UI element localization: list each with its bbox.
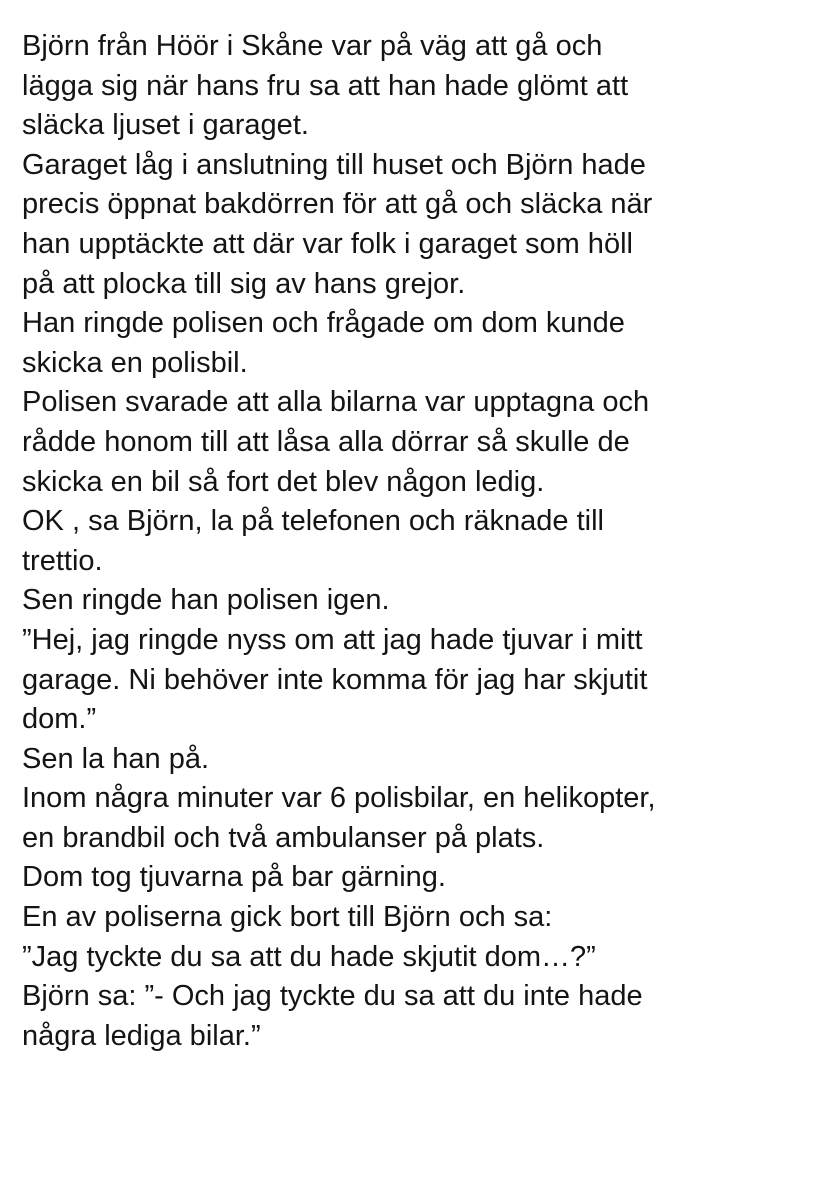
text-line: Sen la han på. (22, 742, 210, 775)
story-text (22, 27, 820, 1056)
text-line: skicka en polisbil. (22, 346, 248, 379)
text-line: En av poliserna gick bort till Björn och sa: (22, 901, 553, 934)
text-line: trettio. (22, 544, 103, 577)
text-line: lägga sig när hans fru sa att han hade glömt att (22, 69, 629, 102)
text-line: precis öppnat bakdörren för att gå och släcka när (22, 188, 653, 221)
text-line: några lediga bilar.” (22, 1019, 261, 1052)
text-line: Polisen svarade att alla bilarna var upptagna och (22, 386, 650, 419)
text-line: Björn från Höör i Skåne var på väg att gå och (22, 30, 603, 62)
text-line: på att plocka till sig av hans grejor. (22, 267, 466, 300)
text-line: OK , sa Björn, la på telefonen och räknade till (22, 505, 604, 538)
text-line: ”Hej, jag ringde nyss om att jag hade tjuvar i mitt (22, 623, 643, 656)
text-line: ”Jag tyckte du sa att du hade skjutit dom…?” (22, 940, 596, 973)
text-line: Inom några minuter var 6 polisbilar, en helikopter, (22, 782, 656, 815)
text-line: en brandbil och två ambulanser på plats. (22, 821, 545, 854)
text-line: han upptäckte att där var folk i garaget som höll (22, 227, 633, 260)
text-line: släcka ljuset i garaget. (22, 109, 309, 142)
text-line: Sen ringde han polisen igen. (22, 584, 390, 617)
text-line: dom.” (22, 703, 97, 736)
text-line: Garaget låg i anslutning till huset och Björn hade (22, 148, 646, 181)
text-line: rådde honom till att låsa alla dörrar så skulle de (22, 425, 630, 458)
text-line: garage. Ni behöver inte komma för jag har skjutit (22, 663, 648, 696)
text-line: Dom tog tjuvarna på bar gärning. (22, 861, 446, 894)
text-line: Han ringde polisen och frågade om dom kunde (22, 307, 625, 340)
text-line: skicka en bil så fort det blev någon ledig. (22, 465, 545, 498)
text-line: Björn sa: ”- Och jag tyckte du sa att du inte hade (22, 980, 643, 1013)
